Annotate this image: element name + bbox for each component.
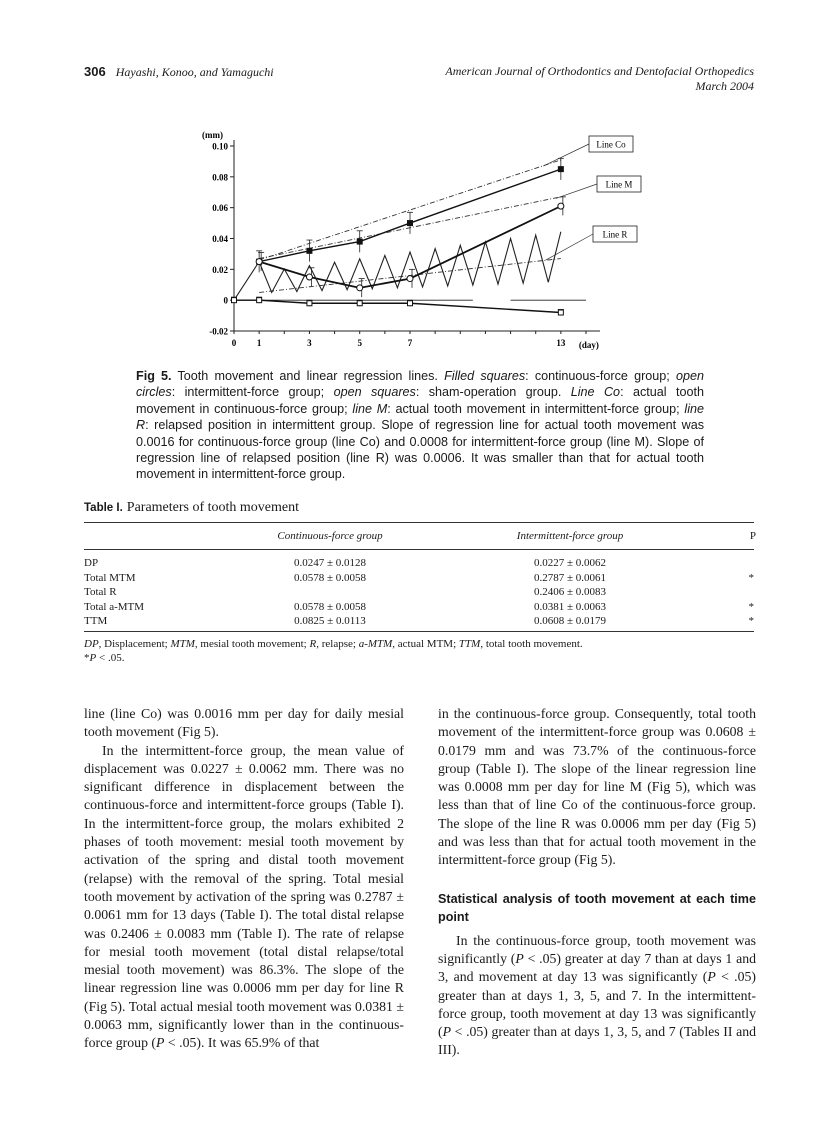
table-header-continuous: Continuous-force group	[277, 530, 383, 542]
header-issue: March 2004	[695, 79, 754, 93]
table-header-rule	[84, 549, 754, 550]
table-row	[84, 585, 754, 600]
table-cell-intermittent: 0.0381 ± 0.0063	[533, 600, 607, 613]
table-bottom-rule	[84, 631, 754, 632]
header-authors: Hayashi, Konoo, and Yamaguchi	[115, 65, 274, 79]
x-tick-label: 5	[357, 338, 362, 348]
table-row	[84, 571, 754, 586]
figure-caption	[136, 368, 704, 483]
table-header-intermittent: Intermittent-force group	[516, 530, 624, 542]
table-cell-continuous: 0.0578 ± 0.0058	[293, 571, 367, 584]
y-tick-label: 0.04	[212, 234, 228, 244]
sham-operation-point	[232, 298, 237, 303]
table-header-p: P	[749, 530, 756, 542]
header-journal: American Journal of Orthodontics and Dentofacial Orthopedics	[445, 64, 754, 78]
table-caption: Parameters of tooth movement	[126, 500, 300, 515]
x-tick-label: 0	[231, 338, 237, 348]
table-cell-continuous: 0.0825 ± 0.0113	[294, 615, 366, 627]
label-line-co: Line Co	[596, 139, 626, 150]
regression-line	[259, 160, 561, 260]
body-paragraph: line (line Co) was 0.0016 mm per day for daily mesial tooth movement (Fig 5).	[84, 706, 404, 740]
y-tick-label: -0.02	[209, 326, 228, 337]
sham-operation-point	[408, 301, 413, 306]
table-cell-parameter: TTM	[84, 615, 108, 627]
table-cell-intermittent: 0.2406 ± 0.0083	[533, 586, 607, 598]
table-footnote: DP, Displacement; MTM, mesial tooth movement; R, relapse; a-MTM, actual MTM; TTM, total tooth movement.	[84, 638, 583, 650]
page-number: 306	[84, 64, 106, 79]
x-tick-label: 1	[256, 338, 262, 348]
table-cell-intermittent: 0.2787 ± 0.0061	[533, 571, 607, 584]
intermittent-force-point	[357, 285, 363, 291]
table-cell-parameter: Total MTM	[84, 571, 136, 584]
body-paragraph: in the continuous-force group. Consequently, total tooth movement of the intermittent-force group was 0.0608 ± 0.0179 mm and was 73.7% of the continuous-force group (Table I). The slope of the linear regression line was 0.0008 mm per day for line M (Fig 5), which was less than that of line Co of the continuous-force group. The slope of the line R was 0.0006 mm per day (Fig 5) and was less than that for actual tooth movement in the intermittent-force group (Fig 5).	[438, 706, 756, 868]
table-footnote-significance: *P < .05.	[84, 652, 125, 664]
table-cell-continuous: 0.0247 ± 0.0128	[293, 557, 367, 569]
continuous-force-point	[558, 166, 564, 172]
sham-operation-point	[307, 301, 312, 306]
intermittent-force-point	[558, 203, 564, 209]
label-line-m: Line M	[605, 179, 633, 190]
y-tick-label: 0	[223, 295, 228, 306]
running-header-left	[84, 64, 274, 80]
body-paragraph: In the continuous-force group, tooth movement was significantly (P < .05) greater at day 7 than at days 1 and 3, and movement at day 13 was significantly (P < .05) greater than at days 1, 3, 5, and 7. In the intermittent-force group, tooth movement at day 13 was significantly (P < .05) greater than at days 1, 3, 5, and 7 (Tables II and III).	[438, 932, 756, 1058]
table-top-rule	[84, 522, 754, 523]
series-line	[234, 300, 561, 312]
y-tick-label: 0.06	[212, 203, 228, 214]
continuous-force-point	[407, 220, 413, 226]
table-cell-p: *	[748, 615, 754, 627]
x-unit-label: (day)	[578, 340, 599, 350]
intermittent-force-point	[256, 259, 262, 265]
x-tick-label: 7	[407, 338, 413, 348]
table-row	[84, 556, 754, 571]
label-line-m-leader	[556, 184, 597, 198]
label-line-r-leader	[546, 234, 593, 260]
table-title	[84, 500, 299, 516]
table-row	[84, 614, 754, 629]
table-cell-intermittent: 0.0227 ± 0.0062	[533, 557, 607, 569]
x-tick-label: 3	[307, 338, 312, 348]
body-paragraph: In the intermittent-force group, the mean value of displacement was 0.0227 ± 0.0062 mm. There was no significant difference in displacement between the continuous-force and intermittent-force groups (Table I). In the intermittent-force group, the molars exhibited 2 phases of tooth movement: mesial tooth movement by activation of the spring and distal tooth movement (relapse) with the removal of the spring. Total mesial tooth movement by activation of the spring was 0.2787 ± 0.0061 mm for 13 days (Table I). The total distal relapse was 0.2406 ± 0.0083 mm (Table I). The rate of relapse for mesial tooth movement (total distal relapse/total mesial tooth movement) was 86.3%. The slope of the linear regression line was 0.0006 mm per day for line R (Fig 5). Total actual mesial tooth movement was 0.0381 ± 0.0063 mm, significantly lower than in the continuous-force group (P < .05). It was 65.9% of that	[84, 742, 404, 1051]
body-left-column	[84, 705, 404, 1053]
sham-operation-point	[257, 298, 262, 303]
body-right-column	[438, 705, 756, 1060]
table-cell-parameter: Total R	[84, 586, 117, 598]
continuous-force-point	[357, 239, 363, 245]
y-unit-label: (mm)	[202, 130, 223, 140]
continuous-force-point	[306, 248, 312, 254]
intermittent-force-point	[407, 276, 413, 282]
table-row	[84, 600, 754, 615]
section-heading: Statistical analysis of tooth movement at each time point	[438, 891, 756, 924]
sham-operation-point	[558, 310, 563, 315]
y-tick-label: 0.10	[212, 141, 228, 152]
sham-operation-point	[357, 301, 362, 306]
figure-caption-text: Tooth movement and linear regression lines. Filled squares: continuous-force group; open circles: intermittent-force group; open squares: sham-operation group. Line Co: actual tooth movement in continuous-force group; line M: actual tooth movement in intermittent-force group; line R: relapsed position in intermittent group. Slope of regression line for actual tooth movement was 0.0016 for continuous-force group (line Co) and 0.0008 for intermittent-force group (line M). Slope of regression line of relapsed position (line R) was 0.0006. It was smaller than that for actual tooth movement in intermittent-force group.	[136, 369, 704, 482]
table-cell-parameter: Total a-MTM	[84, 600, 145, 613]
label-line-co-leader	[543, 144, 589, 166]
y-tick-label: 0.02	[212, 264, 228, 275]
figure-caption-label: Fig 5.	[136, 369, 172, 383]
x-tick-label: 13	[556, 338, 566, 348]
figure-5-chart	[196, 126, 646, 356]
label-line-r: Line R	[602, 229, 628, 240]
y-tick-label: 0.08	[212, 172, 228, 183]
table-label: Table I.	[84, 502, 123, 514]
running-header-right	[445, 64, 754, 94]
table-cell-p: *	[748, 600, 754, 613]
table-cell-p: *	[748, 571, 754, 584]
intermittent-force-point	[306, 274, 312, 280]
table-cell-intermittent: 0.0608 ± 0.0179	[533, 615, 607, 627]
table-cell-parameter: DP	[84, 557, 99, 569]
table-cell-continuous: 0.0578 ± 0.0058	[293, 600, 367, 613]
